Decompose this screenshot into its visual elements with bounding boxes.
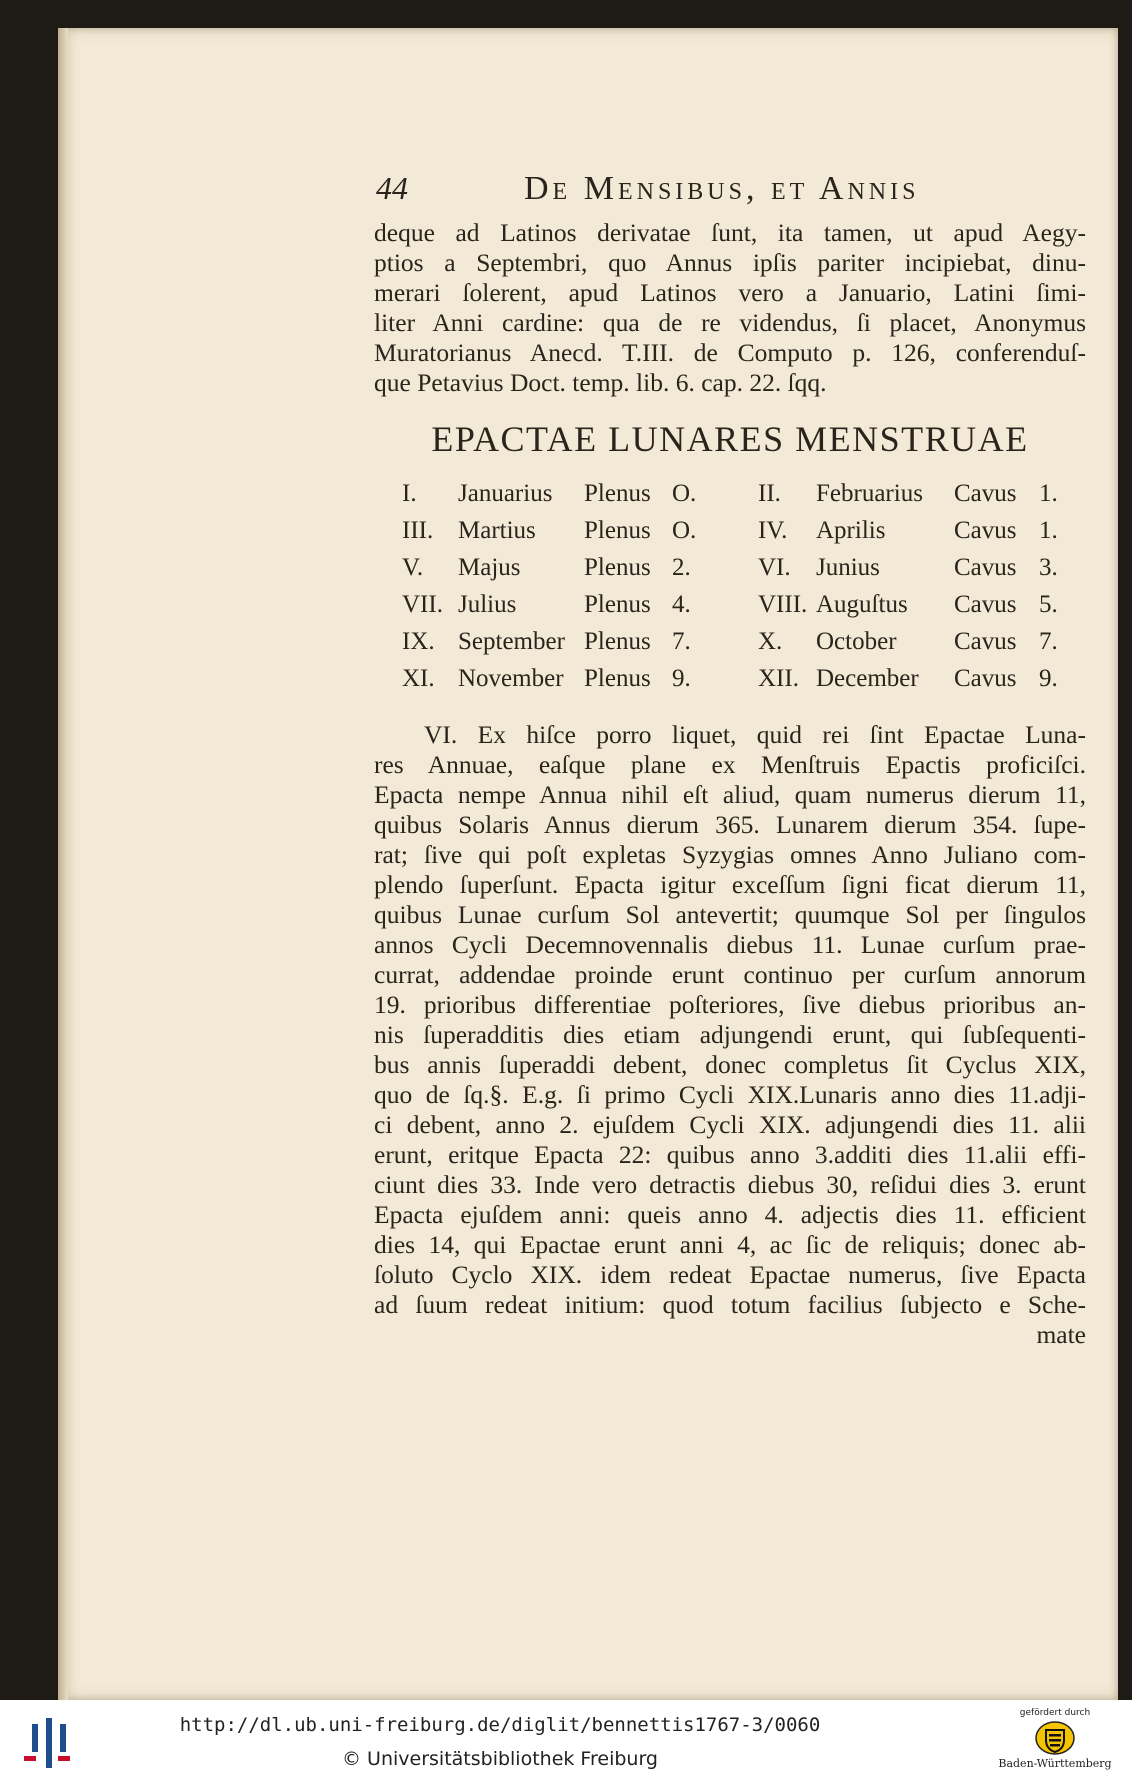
text-line: que Petavius Doct. temp. lib. 6. cap. 22. ſqq. — [374, 368, 827, 397]
epact-value: 7. — [672, 628, 691, 655]
month-type: Plenus — [584, 665, 651, 692]
text-line: res Annuae, eaſque plane ex Menſtruis Epactis proficiſci. — [374, 750, 1086, 779]
sponsor-caption: gefördert durch — [1019, 1708, 1091, 1718]
table-row — [402, 554, 1082, 591]
epact-value: 1. — [1039, 480, 1058, 507]
month-type: Cavus — [954, 554, 1017, 581]
text-line: plendo ſuperſunt. Epacta igitur exceſſum ſigni ficat dierum 11, — [374, 870, 1086, 899]
text-line: liter Anni cardine: qua de re videndus, ſi placet, Anonymus — [374, 308, 1086, 337]
text-line: erunt, eritque Epacta 22: quibus anno 3.additi dies 11.alii effi- — [374, 1140, 1086, 1169]
running-title: De Mensibus, et Annis — [524, 170, 920, 207]
month-name: Martius — [458, 517, 536, 544]
month-name: Aprilis — [816, 517, 886, 544]
month-name: November — [458, 665, 564, 692]
month-type: Cavus — [954, 665, 1017, 692]
month-name: Junius — [816, 554, 880, 581]
permalink[interactable]: http://dl.ub.uni-freiburg.de/diglit/bennettis1767-3/0060 — [179, 1714, 821, 1736]
text-line: quibus Solaris Annus dierum 365. Lunarem dierum 354. ſupe- — [374, 810, 1086, 839]
copyright-notice: © Universitätsbibliothek Freiburg — [342, 1748, 658, 1770]
month-type: Cavus — [954, 628, 1017, 655]
month-type: Plenus — [584, 554, 651, 581]
month-numeral: V. — [402, 554, 424, 581]
catchword: mate — [1036, 1320, 1086, 1349]
epact-table — [402, 480, 1082, 702]
page-number: 44 — [376, 170, 408, 206]
epact-value: 3. — [1039, 554, 1058, 581]
month-type: Plenus — [584, 517, 651, 544]
month-name: Majus — [458, 554, 521, 581]
month-name: Februarius — [816, 480, 923, 507]
month-name: Januarius — [458, 480, 553, 507]
month-numeral: VI. — [758, 554, 791, 581]
section-title: EPACTAE LUNARES MENSTRUAE — [431, 419, 1029, 459]
coat-of-arms-icon — [1035, 1721, 1075, 1755]
table-row — [402, 591, 1082, 628]
table-row — [402, 665, 1082, 702]
month-type: Cavus — [954, 517, 1017, 544]
text-line: Epacta nempe Annua nihil eſt aliud, quam numerus dierum 11, — [374, 780, 1086, 809]
text-line: Muratorianus Anecd. T.III. de Computo p. 126, conferenduſ- — [374, 338, 1086, 367]
month-numeral: IV. — [758, 517, 788, 544]
epact-value: 9. — [1039, 665, 1058, 692]
month-numeral: I. — [402, 480, 417, 507]
month-type: Cavus — [954, 591, 1017, 618]
epact-value: 9. — [672, 665, 691, 692]
month-name: September — [458, 628, 565, 655]
month-numeral: III. — [402, 517, 434, 544]
text-line: ptios a Septembri, quo Annus ipſis pariter incipiebat, dinu- — [374, 248, 1086, 277]
text-line: quo de ſq.§. E.g. ſi primo Cycli XIX.Lunaris anno dies 11.adji- — [374, 1080, 1086, 1109]
month-numeral: VIII. — [758, 591, 808, 618]
text-line: currat, addendae proinde erunt continuo per curſum annorum — [374, 960, 1086, 989]
text-line: ad ſuum redeat initium: quod totum facilius ſubjecto e Sche- — [374, 1290, 1086, 1319]
month-name: Auguſtus — [816, 591, 908, 618]
month-type: Plenus — [584, 628, 651, 655]
text-line: ſoluto Cyclo XIX. idem redeat Epactae numerus, ſive Epacta — [374, 1260, 1086, 1289]
epact-value: 5. — [1039, 591, 1058, 618]
text-line: rat; ſive qui poſt expletas Syzygias omnes Anno Juliano com- — [374, 840, 1086, 869]
month-name: December — [816, 665, 919, 692]
running-header — [376, 170, 1086, 214]
month-name: Julius — [458, 591, 517, 618]
text-line: merari ſolerent, apud Latinos vero a Januario, Latini ſimi- — [374, 278, 1086, 307]
text-line: nis ſuperadditis dies etiam adjungendi erunt, qui ſubſequenti- — [374, 1020, 1086, 1049]
month-numeral: XI. — [402, 665, 435, 692]
text-line: bus annis ſuperaddi debent, donec completus ſit Cyclus XIX, — [374, 1050, 1086, 1079]
table-row — [402, 480, 1082, 517]
text-line: deque ad Latinos derivatae ſunt, ita tamen, ut apud Aegy- — [374, 218, 1086, 247]
text-line: Epacta ejuſdem anni: queis anno 4. adjectis dies 11. efficient — [374, 1200, 1086, 1229]
body-paragraph — [374, 720, 1086, 1350]
intro-paragraph — [374, 218, 1086, 398]
text-line: annos Cycli Decemnovennalis diebus 11. Lunae curſum prae- — [374, 930, 1086, 959]
table-row — [402, 628, 1082, 665]
epact-value: O. — [672, 517, 697, 544]
month-type: Plenus — [584, 480, 651, 507]
month-numeral: X. — [758, 628, 783, 655]
text-line: ci debent, anno 2. ejuſdem Cycli XIX. adjungendi dies 11. alii — [374, 1110, 1086, 1139]
epact-value: 4. — [672, 591, 691, 618]
text-line: quibus Lunae curſum Sol antevertit; quumque Sol per ſingulos — [374, 900, 1086, 929]
text-line: dies 14, qui Epactae erunt anni 4, ac ſic de reliquis; donec ab- — [374, 1230, 1086, 1259]
text-line: ciunt dies 33. Inde vero detractis diebus 30, reſidui dies 3. erunt — [374, 1170, 1086, 1199]
month-numeral: II. — [758, 480, 781, 507]
sponsor-badge — [990, 1708, 1120, 1778]
epact-value: 2. — [672, 554, 691, 581]
epact-value: 1. — [1039, 517, 1058, 544]
month-name: October — [816, 628, 897, 655]
epact-value: 7. — [1039, 628, 1058, 655]
month-type: Cavus — [954, 480, 1017, 507]
text-line: VI. Ex hiſce porro liquet, quid rei ſint Epactae Luna- — [424, 720, 1086, 749]
month-type: Plenus — [584, 591, 651, 618]
month-numeral: VII. — [402, 591, 443, 618]
viewer-footer — [0, 1700, 1132, 1782]
sponsor-name: Baden-Württemberg — [998, 1757, 1112, 1770]
text-line: 19. prioribus differentiae poſteriores, ſive diebus prioribus an- — [374, 990, 1086, 1019]
month-numeral: XII. — [758, 665, 799, 692]
epact-value: O. — [672, 480, 697, 507]
table-row — [402, 517, 1082, 554]
month-numeral: IX. — [402, 628, 435, 655]
page-gutter-shadow — [58, 28, 68, 1700]
